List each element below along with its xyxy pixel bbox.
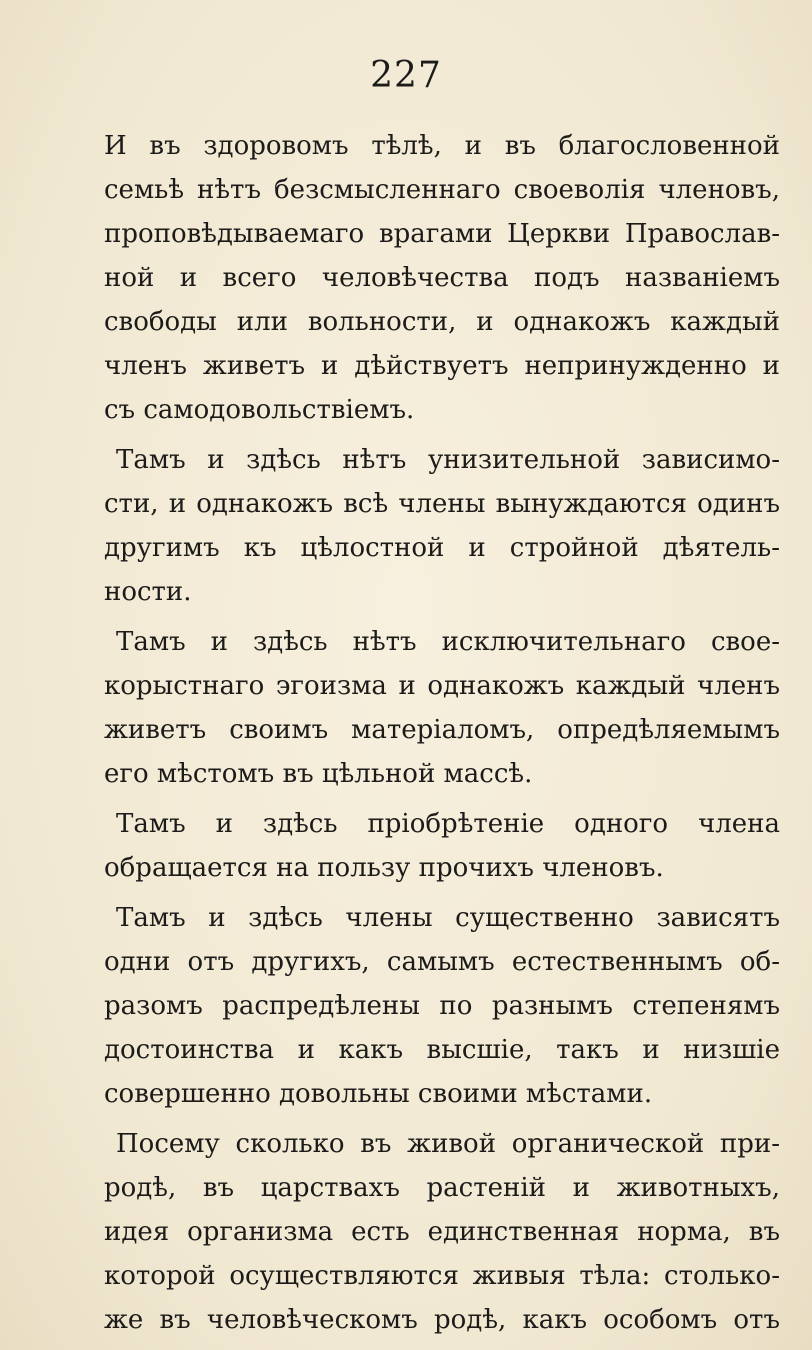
text-line: его мѣстомъ въ цѣльной массѣ. [104, 759, 533, 789]
text-line: членъ живетъ и дѣйствуетъ непринужденно и [104, 351, 780, 381]
text-line: живетъ своимъ матеріаломъ, опредѣляемымъ [104, 715, 780, 745]
paragraph [104, 802, 780, 890]
text-line: ности. [104, 577, 192, 607]
body-text [104, 124, 780, 1342]
text-line: обращается на пользу прочихъ членовъ. [104, 853, 664, 883]
text-line: корыстнаго эгоизма и однакожъ каждый членъ [104, 671, 780, 701]
text-line: идея организма есть единственная норма, въ [104, 1217, 780, 1247]
text-line: ной и всего человѣчества подъ названіемъ [104, 263, 780, 293]
text-line: съ самодовольствіемъ. [104, 395, 415, 425]
text-line: которой осуществляются живыя тѣла: столько- [104, 1261, 780, 1291]
text-line: Тамъ и здѣсь нѣтъ унизительной зависимо- [116, 445, 780, 475]
paragraph [104, 896, 780, 1116]
paragraph [104, 124, 780, 432]
text-line: семьѣ нѣтъ безсмысленнаго своеволія членовъ, [104, 175, 780, 205]
text-line: Тамъ и здѣсь члены существенно зависятъ [116, 903, 780, 933]
text-line: разомъ распредѣлены по разнымъ степенямъ [104, 991, 780, 1021]
text-line: Тамъ и здѣсь пріобрѣтеніе одного члена [116, 809, 780, 839]
text-line: другимъ къ цѣлостной и стройной дѣятель- [104, 533, 780, 563]
paragraph [104, 1122, 780, 1342]
text-line: И въ здоровомъ тѣлѣ, и въ благословенной [104, 131, 780, 161]
paragraph [104, 438, 780, 614]
text-line: совершенно довольны своими мѣстами. [104, 1079, 653, 1109]
text-line: сти, и однакожъ всѣ члены вынуждаются одинъ [104, 489, 780, 519]
text-line: же въ человѣческомъ родѣ, какъ особомъ отъ [104, 1305, 780, 1335]
text-line: свободы или вольности, и однакожъ каждый [104, 307, 780, 337]
text-line: Тамъ и здѣсь нѣтъ исключительнаго свое- [116, 627, 780, 657]
text-line: достоинства и какъ высшіе, такъ и низшіе [104, 1035, 780, 1065]
text-line: родѣ, въ царствахъ растеній и животныхъ, [104, 1173, 780, 1203]
text-line: Посему сколько въ живой органической при- [116, 1129, 780, 1159]
text-line: одни отъ другихъ, самымъ естественнымъ об- [104, 947, 780, 977]
text-line: проповѣдываемаго врагами Церкви Православ- [104, 219, 780, 249]
page-number: 227 [370, 55, 442, 96]
paragraph [104, 620, 780, 796]
